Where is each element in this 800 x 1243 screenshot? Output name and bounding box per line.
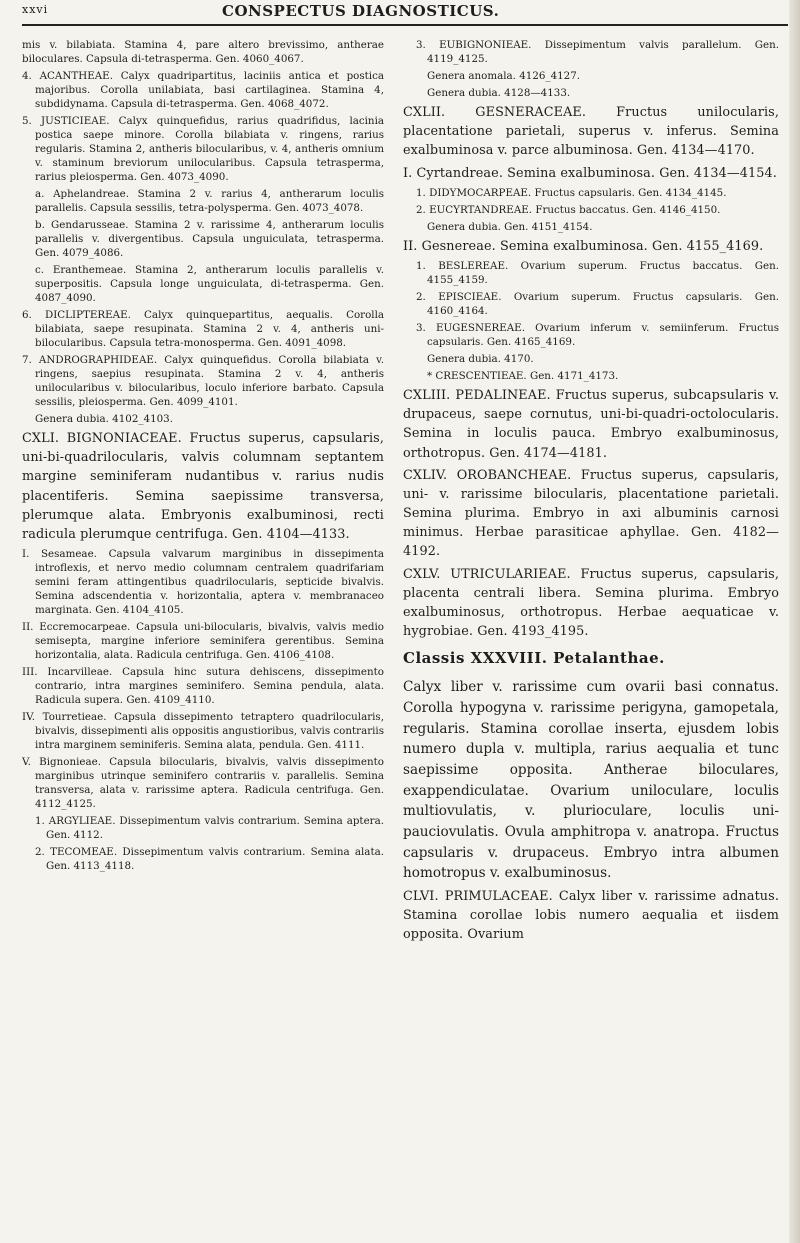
right-column-paragraph: Genera dubia. Gen. 4151_4154. <box>427 220 593 233</box>
left-column-paragraph: V. Bignonieae. Capsula bilocularis, bivalvis, valvis dissepimento marginibus utrinque seminifero contrariis v. parallelis. Semina transversa, alata v. rarissime aptera. Radicula centrifuga. Gen. 4112_4125. <box>22 756 384 811</box>
left-column-paragraph: CXLI. BIGNONIACEAE. Fructus superus, capsularis, uni-bi-quadrilocularis, valvis columnam septantem margine seminiferam nudantibus v. rarius nudis placentiferis. Semina saepissime transversa, plerumque alata. Embryonis exalbuminosi, recti radicula plerumque centrifuga. Gen. 4104—4133. <box>22 431 384 542</box>
left-column-paragraph: 2. TECOMEAE. Dissepimentum valvis contrarium. Semina alata. Gen. 4113_4118. <box>35 846 384 873</box>
left-column-paragraph: 6. DICLIPTEREAE. Calyx quinquepartitus, aequalis. Corolla bilabiata, saepe resupinata. Stamina 2 v. 4, antheris uni-bilocularibus. Capsula tetra-monosperma. Gen. 4091_4098. <box>22 309 384 349</box>
left-column-paragraph: Genera dubia. 4102_4103. <box>35 413 174 425</box>
right-column-paragraph: 1. DIDYMOCARPEAE. Fructus capsularis. Gen. 4134_4145. <box>416 186 727 199</box>
right-column-paragraph: 3. EUBIGNONIEAE. Dissepimentum valvis parallelum. Gen. 4119_4125. <box>416 39 779 65</box>
right-column-paragraph: CXLIII. PEDALINEAE. Fructus superus, subcapsularis v. drupaceus, saepe cornutus, uni-bi-quadri-octolocularis. Semina in loculis pauca. Embryo exalbuminosus, orthotropus. Gen. 4174—4181. <box>403 387 779 461</box>
left-column-paragraph: 5. JUSTICIEAE. Calyx quinquefidus, rarius quadrifidus, lacinia postica saepe minore. Corolla bilabiata v. ringens, rarius regularis. Stamina 2, antheris bilocularibus, v. 4, antheris omnium v. staminum breviorum unilocularibus. Capsula tetrasperma, rarius pleiosperma. Gen. 4073_4090. <box>22 115 384 183</box>
right-column-paragraph: Genera dubia. 4128—4133. <box>427 87 571 99</box>
left-column-paragraph: c. Eranthemeae. Stamina 2, antherarum loculis parallelis v. superpositis. Capsula longe unguiculata, di-tetrasperma. Gen. 4087_4090. <box>35 264 384 304</box>
page-header <box>0 0 800 40</box>
right-column-paragraph: CXLV. UTRICULARIEAE. Fructus superus, capsularis, placenta centrali libera. Semina plurima. Embryo exalbuminosus, orthotropus. Herbae aequaticae v. hygrobiae. Gen. 4193_4195. <box>403 566 779 640</box>
left-column-paragraph: I. Sesameae. Capsula valvarum marginibus in dissepimenta introflexis, et nervo medio columnam centralem quadrifariam semini feram attingentibus quadrilocularis, septicide bivalvis. Semina adscendentia v. horizontalia, aptera v. membranaceo marginata. Gen. 4104_4105. <box>22 548 384 617</box>
right-column-paragraph: II. Gesnereae. Semina exalbuminosa. Gen. 4155_4169. <box>403 238 764 254</box>
left-column-paragraph: a. Aphelandreae. Stamina 2 v. rarius 4, antherarum loculis parallelis. Capsula sessilis, tetra-polysperma. Gen. 4073_4078. <box>35 188 384 214</box>
page-number: xxvi <box>22 3 49 16</box>
right-column-paragraph: 1. BESLEREAE. Ovarium superum. Fructus baccatus. Gen. 4155_4159. <box>416 259 779 286</box>
right-column-paragraph: 2. EPISCIEAE. Ovarium superum. Fructus capsularis. Gen. 4160_4164. <box>416 290 779 317</box>
right-column-paragraph: I. Cyrtandreae. Semina exalbuminosa. Gen. 4134—4154. <box>403 165 777 181</box>
right-column-paragraph: Classis XXXVIII. Petalanthae. <box>403 649 665 668</box>
left-column-paragraph: III. Incarvilleae. Capsula hinc sutura dehiscens, dissepimento contrario, intra margines seminifero. Semina pendula, alata. Radicula supera. Gen. 4109_4110. <box>22 666 384 707</box>
right-column-paragraph: 2. EUCYRTANDREAE. Fructus baccatus. Gen. 4146_4150. <box>416 203 721 216</box>
left-column-paragraph: 7. ANDROGRAPHIDEAE. Calyx quinquefidus. Corolla bilabiata v. ringens, saepius resupinata. Stamina 2 v. 4, antheris unilocularibus v. bilocularibus, loculo inferiore barbato. Capsula sessilis, pleiosperma. Gen. 4099_4101. <box>22 354 384 408</box>
right-column-paragraph: CXLII. GESNERACEAE. Fructus unilocularis, placentatione parietali, superus v. inferus. Semina exalbuminosa v. parce albuminosa. Gen. 4134—4170. <box>403 105 779 159</box>
page-edge <box>789 0 800 1243</box>
left-column <box>22 38 384 876</box>
left-column-paragraph: mis v. bilabiata. Stamina 4, pare altero brevissimo, antherae biloculares. Capsula di-tetrasperma. Gen. 4060_4067. <box>22 39 384 65</box>
header-rule <box>22 24 788 26</box>
left-column-paragraph: IV. Tourretieae. Capsula dissepimento tetraptero quadrilocularis, bivalvis, dissepimenti alis oppositis angustioribus, valvis contrariis intra marginem seminiferis. Semina alata, pendula. Gen. 4111. <box>22 711 384 752</box>
left-column-paragraph: 1. ARGYLIEAE. Dissepimentum valvis contrarium. Semina aptera. Gen. 4112. <box>35 815 384 842</box>
left-column-paragraph: 4. ACANTHEAE. Calyx quadripartitus, laciniis antica et postica majoribus. Corolla unilabiata, basi cartilaginea. Stamina 4, subdidynama. Capsula di-tetrasperma. Gen. 4068_4072. <box>22 70 384 110</box>
left-column-paragraph: b. Gendarusseae. Stamina 2 v. rarissime 4, antherarum loculis parallelis v. divergentibus. Capsula unguiculata, tetrasperma. Gen. 4079_4086. <box>35 219 384 259</box>
right-column-paragraph: Genera anomala. 4126_4127. <box>427 70 581 82</box>
left-column-paragraph: II. Eccremocarpeae. Capsula uni-bilocularis, bivalvis, valvis medio semisepta, margine inferiore seminifera gerentibus. Semina horizontalia, alata. Radicula centrifuga. Gen. 4106_4108. <box>22 621 384 662</box>
right-column-paragraph: 3. EUGESNEREAE. Ovarium inferum v. semiinferum. Fructus capsularis. Gen. 4165_4169. <box>416 321 779 348</box>
right-column-paragraph: CXLIV. OROBANCHEAE. Fructus superus, capsularis, uni- v. rarissime bilocularis, placentatione parietali. Semina plurima. Embryo in axi albuminis carnosi minimus. Herbae parasiticae aphyllae. Gen. 4182—4192. <box>403 467 779 560</box>
running-title: CONSPECTUS DIAGNOSTICUS. <box>222 2 500 20</box>
right-column-paragraph: * CRESCENTIEAE. Gen. 4171_4173. <box>427 369 619 382</box>
right-column-paragraph: Genera dubia. 4170. <box>427 352 534 365</box>
right-column-paragraph: CLVI. PRIMULACEAE. Calyx liber v. rarissime adnatus. Stamina corollae lobis numero aequalia et iisdem opposita. Ovarium <box>403 888 779 943</box>
right-column-paragraph: Calyx liber v. rarissime cum ovarii basi connatus. Corolla hypogyna v. rarissime perigyna, gamopetala, regularis. Stamina corollae inserta, ejusdem lobis numero dupla v. multipla, rarius aequalia et tunc saepissime opposita. Antherae biloculares, exappendiculatae. Ovarium uniloculare, loculis multiovulatis, v. plurioculare, loculis uni-pauciovulatis. Ovula amphitropa v. anatropa. Fructus capsularis v. drupaceus. Embryo intra albumen homotropus v. exalbuminosus. <box>403 679 779 882</box>
right-column <box>403 38 779 948</box>
